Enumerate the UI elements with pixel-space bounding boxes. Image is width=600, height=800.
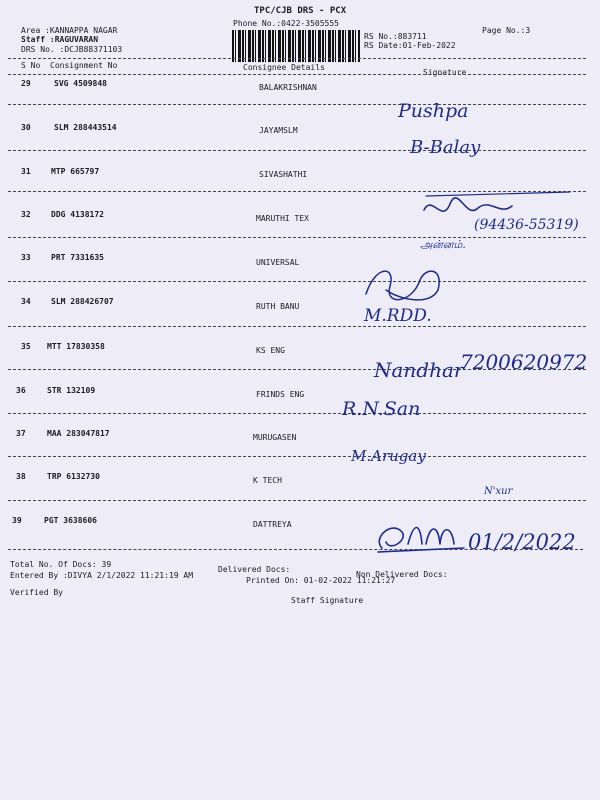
row-consignment: PGT 3638606 [44, 516, 97, 525]
row-sno: 35 [21, 342, 31, 351]
row-divider [8, 413, 586, 414]
row-divider [8, 456, 586, 457]
column-sno: S No [21, 61, 41, 70]
row-sno: 38 [16, 472, 26, 481]
handwritten-signature-34: M.RDD. [364, 306, 432, 326]
handwritten-signature-36: R.N.San [342, 398, 421, 420]
row-consignment: SVG 4509848 [54, 79, 107, 88]
row-consignee: KS ENG [256, 346, 285, 355]
row-consignee: MURUGASEN [253, 433, 297, 442]
handwritten-tamil-32: அன்னம். [420, 238, 466, 251]
row-sno: 32 [21, 210, 31, 219]
row-sno: 29 [21, 79, 31, 88]
row-divider [8, 150, 586, 151]
row-divider [8, 104, 586, 105]
page-number: Page No.:3 [482, 26, 531, 35]
row-divider [8, 326, 586, 327]
row-consignee: SIVASHATHI [259, 170, 308, 179]
total-docs: Total No. Of Docs: 39 [10, 560, 112, 569]
handwritten-signature-37: M.Arugay [351, 447, 426, 465]
staff-label: Staff :RAGUVARAN [21, 35, 99, 44]
delivered-docs: Delivered Docs: [218, 565, 291, 574]
document-title: TPC/CJB DRS - PCX [254, 6, 347, 16]
column-consignee: Consignee Details [243, 63, 325, 72]
handwritten-signature-35: Nandhar [374, 358, 464, 382]
rs-number: RS No.:883711 [364, 32, 427, 41]
handwritten-signature-30: Pushpa [398, 100, 469, 122]
header-divider-bottom [8, 74, 586, 75]
row-divider [8, 500, 586, 501]
area-label: Area :KANNAPPA NAGAR [21, 26, 118, 35]
row-consignment: MTP 665797 [51, 167, 100, 176]
row-sno: 39 [12, 516, 22, 525]
row-sno: 33 [21, 253, 31, 262]
row-consignee: UNIVERSAL [256, 258, 300, 267]
row-consignment: SLM 288426707 [51, 297, 114, 306]
row-divider [8, 237, 586, 238]
row-consignee: BALAKRISHNAN [259, 83, 317, 92]
row-consignment: DDG 4138172 [51, 210, 104, 219]
rs-date: RS Date:01-Feb-2022 [364, 41, 456, 50]
column-signature: Signature [423, 68, 467, 77]
row-sno: 36 [16, 386, 26, 395]
row-consignment: PRT 7331635 [51, 253, 104, 262]
entered-by: Entered By :DIVYA 2/1/2022 11:21:19 AM [10, 571, 194, 580]
handwritten-signature-31: B-Balay [410, 137, 481, 158]
row-consignee: DATTREYA [253, 520, 292, 529]
row-consignment: MAA 283047817 [47, 429, 110, 438]
row-consignment: SLM 288443514 [54, 123, 117, 132]
row-sno: 34 [21, 297, 31, 306]
handwritten-phone-32: (94436-55319) [474, 217, 579, 233]
non-delivered-docs: Non Delivered Docs: [356, 570, 448, 579]
printed-on: Printed On: 01-02-2022 11:21:27 [246, 576, 396, 585]
handwritten-number-35: 7200620972 [460, 350, 588, 374]
handwritten-note-39: N'xur [484, 486, 513, 497]
row-consignee: K TECH [253, 476, 282, 485]
row-consignment: TRP 6132730 [47, 472, 100, 481]
row-consignee: RUTH BANU [256, 302, 300, 311]
signature-scribble-icon [368, 508, 478, 558]
header-divider-top [8, 58, 586, 59]
row-sno: 30 [21, 123, 31, 132]
row-consignee: JAYAMSLM [259, 126, 298, 135]
staff-signature-label: Staff Signature [291, 596, 364, 605]
row-consignee: FRINDS ENG [256, 390, 305, 399]
row-sno: 37 [16, 429, 26, 438]
handwritten-date-39: 01/2/2022 [468, 530, 576, 554]
column-consignment: Consignment No [50, 61, 118, 70]
row-consignment: MTT 17830358 [47, 342, 105, 351]
signature-scribble-icon [360, 260, 450, 310]
row-divider [8, 281, 586, 282]
phone-number: Phone No.:0422-3505555 [233, 19, 339, 28]
drs-number: DRS No. :DCJB88371103 [21, 45, 123, 54]
row-consignee: MARUTHI TEX [256, 214, 309, 223]
row-sno: 31 [21, 167, 31, 176]
row-consignment: STR 132109 [47, 386, 96, 395]
verified-by: Verified By [10, 588, 63, 597]
